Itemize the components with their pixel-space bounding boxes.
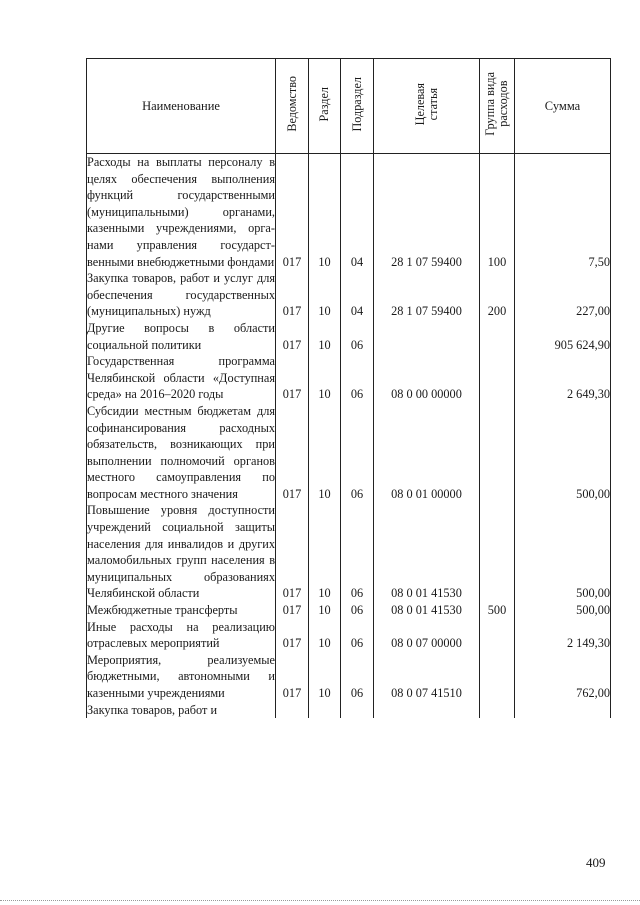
- row-celevaya: [374, 702, 480, 719]
- row-razdel: 10: [309, 320, 341, 353]
- row-podrazdel: 06: [341, 619, 374, 652]
- header-vedomstvo: Ведомство: [284, 76, 299, 132]
- row-summa: 2 649,30: [515, 353, 611, 403]
- row-summa: 7,50: [515, 154, 611, 271]
- header-podrazdel-cell: [341, 59, 374, 154]
- row-vedomstvo: 017: [276, 619, 309, 652]
- row-celevaya: [374, 320, 480, 353]
- row-name: Расходы на выплаты персоналу в целях обеспечения выполнения функций государственными (муниципальными) органами, казенными учреждениями, органами управления государственными внебюджетными фондами: [87, 155, 275, 269]
- table-row: [87, 702, 611, 719]
- table-row: [87, 320, 611, 353]
- row-podrazdel: 06: [341, 353, 374, 403]
- row-summa: 500,00: [515, 403, 611, 503]
- row-razdel: 10: [309, 353, 341, 403]
- header-celevaya-cell: [374, 59, 480, 154]
- row-vedomstvo: 017: [276, 154, 309, 271]
- header-podrazdel: Подраздел: [349, 76, 364, 132]
- page-number: 409: [586, 855, 606, 870]
- row-razdel: 10: [309, 154, 341, 271]
- row-celevaya: 08 0 01 41530: [374, 502, 480, 602]
- row-podrazdel: 06: [341, 602, 374, 619]
- row-gruppa: 100: [480, 154, 515, 271]
- footer-rule: [0, 900, 640, 901]
- row-razdel: 10: [309, 619, 341, 652]
- row-gruppa: [480, 702, 515, 719]
- row-summa: 500,00: [515, 602, 611, 619]
- row-name: Мероприятия, реализуемые бюджетными, автономными и казенными учреждениями: [87, 652, 275, 700]
- row-vedomstvo: 017: [276, 320, 309, 353]
- row-podrazdel: [341, 702, 374, 719]
- table-row: [87, 154, 611, 271]
- header-gruppa: [484, 72, 510, 136]
- table-row: [87, 652, 611, 702]
- table-body: [87, 154, 611, 719]
- row-name: Повышение уровня доступности учреждений социальной защиты населения для инвалидов и других маломобильных групп населения в муниципальных образованиях Челябинской области: [87, 503, 275, 601]
- header-gruppa-line2: расходов: [496, 80, 510, 128]
- row-vedomstvo: 017: [276, 353, 309, 403]
- header-gruppa-cell: [480, 59, 515, 154]
- row-vedomstvo: [276, 702, 309, 719]
- header-celevaya-line2: статья: [425, 87, 440, 121]
- row-name: Субсидии местным бюджетам для софинансирования расходных обязательств, возникающих при выполнении полномочий органов местного самоуправления по вопросам местного значения: [87, 403, 275, 501]
- row-gruppa: [480, 652, 515, 702]
- header-razdel-cell: [309, 59, 341, 154]
- row-gruppa: [480, 353, 515, 403]
- header-celevaya-line1: Целевая: [412, 82, 427, 126]
- row-celevaya: 08 0 00 00000: [374, 353, 480, 403]
- table-row: [87, 602, 611, 619]
- row-podrazdel: 06: [341, 403, 374, 503]
- table-header: [87, 59, 611, 154]
- table-row: [87, 619, 611, 652]
- header-vedomstvo-cell: [276, 59, 309, 154]
- row-razdel: 10: [309, 403, 341, 503]
- row-gruppa: [480, 320, 515, 353]
- row-name: Государственная программа Челябинской области «Доступная среда» на 2016–2020 годы: [87, 354, 275, 402]
- row-summa: 905 624,90: [515, 320, 611, 353]
- table-row: [87, 353, 611, 403]
- row-celevaya: 28 1 07 59400: [374, 270, 480, 320]
- row-gruppa: [480, 403, 515, 503]
- row-razdel: 10: [309, 270, 341, 320]
- row-podrazdel: 06: [341, 502, 374, 602]
- row-summa: [515, 702, 611, 719]
- table-row: [87, 270, 611, 320]
- row-vedomstvo: 017: [276, 502, 309, 602]
- header-celevaya: [414, 83, 440, 125]
- row-name: Другие вопросы в области социальной политики: [87, 320, 275, 352]
- row-gruppa: [480, 619, 515, 652]
- row-razdel: 10: [309, 652, 341, 702]
- row-gruppa: 500: [480, 602, 515, 619]
- table-row: [87, 403, 611, 503]
- row-summa: 2 149,30: [515, 619, 611, 652]
- table-row: [87, 502, 611, 602]
- row-celevaya: 28 1 07 59400: [374, 154, 480, 271]
- row-podrazdel: 06: [341, 652, 374, 702]
- row-podrazdel: 06: [341, 320, 374, 353]
- row-celevaya: 08 0 01 41530: [374, 602, 480, 619]
- row-celevaya: 08 0 01 00000: [374, 403, 480, 503]
- row-podrazdel: 04: [341, 270, 374, 320]
- row-name: Межбюджетные трансферты: [87, 602, 276, 619]
- row-summa: 762,00: [515, 652, 611, 702]
- row-gruppa: 200: [480, 270, 515, 320]
- header-gruppa-line1: Группа вида: [483, 72, 497, 136]
- row-gruppa: [480, 502, 515, 602]
- row-vedomstvo: 017: [276, 403, 309, 503]
- row-summa: 227,00: [515, 270, 611, 320]
- row-razdel: 10: [309, 502, 341, 602]
- header-summa: Сумма: [515, 59, 611, 154]
- row-vedomstvo: 017: [276, 652, 309, 702]
- row-summa: 500,00: [515, 502, 611, 602]
- row-razdel: [309, 702, 341, 719]
- row-vedomstvo: 017: [276, 602, 309, 619]
- row-name: Иные расходы на реализацию отраслевых мероприятий: [87, 619, 275, 651]
- row-podrazdel: 04: [341, 154, 374, 271]
- row-razdel: 10: [309, 602, 341, 619]
- header-name: Наименование: [87, 59, 276, 154]
- budget-table: [86, 58, 611, 718]
- header-razdel: Раздел: [317, 86, 331, 122]
- row-celevaya: 08 0 07 00000: [374, 619, 480, 652]
- row-celevaya: 08 0 07 41510: [374, 652, 480, 702]
- row-name: Закупка товаров, работ и услуг для обеспечения государственных (муниципальных) нужд: [87, 271, 275, 319]
- row-vedomstvo: 017: [276, 270, 309, 320]
- row-name: Закупка товаров, работ и: [87, 702, 276, 719]
